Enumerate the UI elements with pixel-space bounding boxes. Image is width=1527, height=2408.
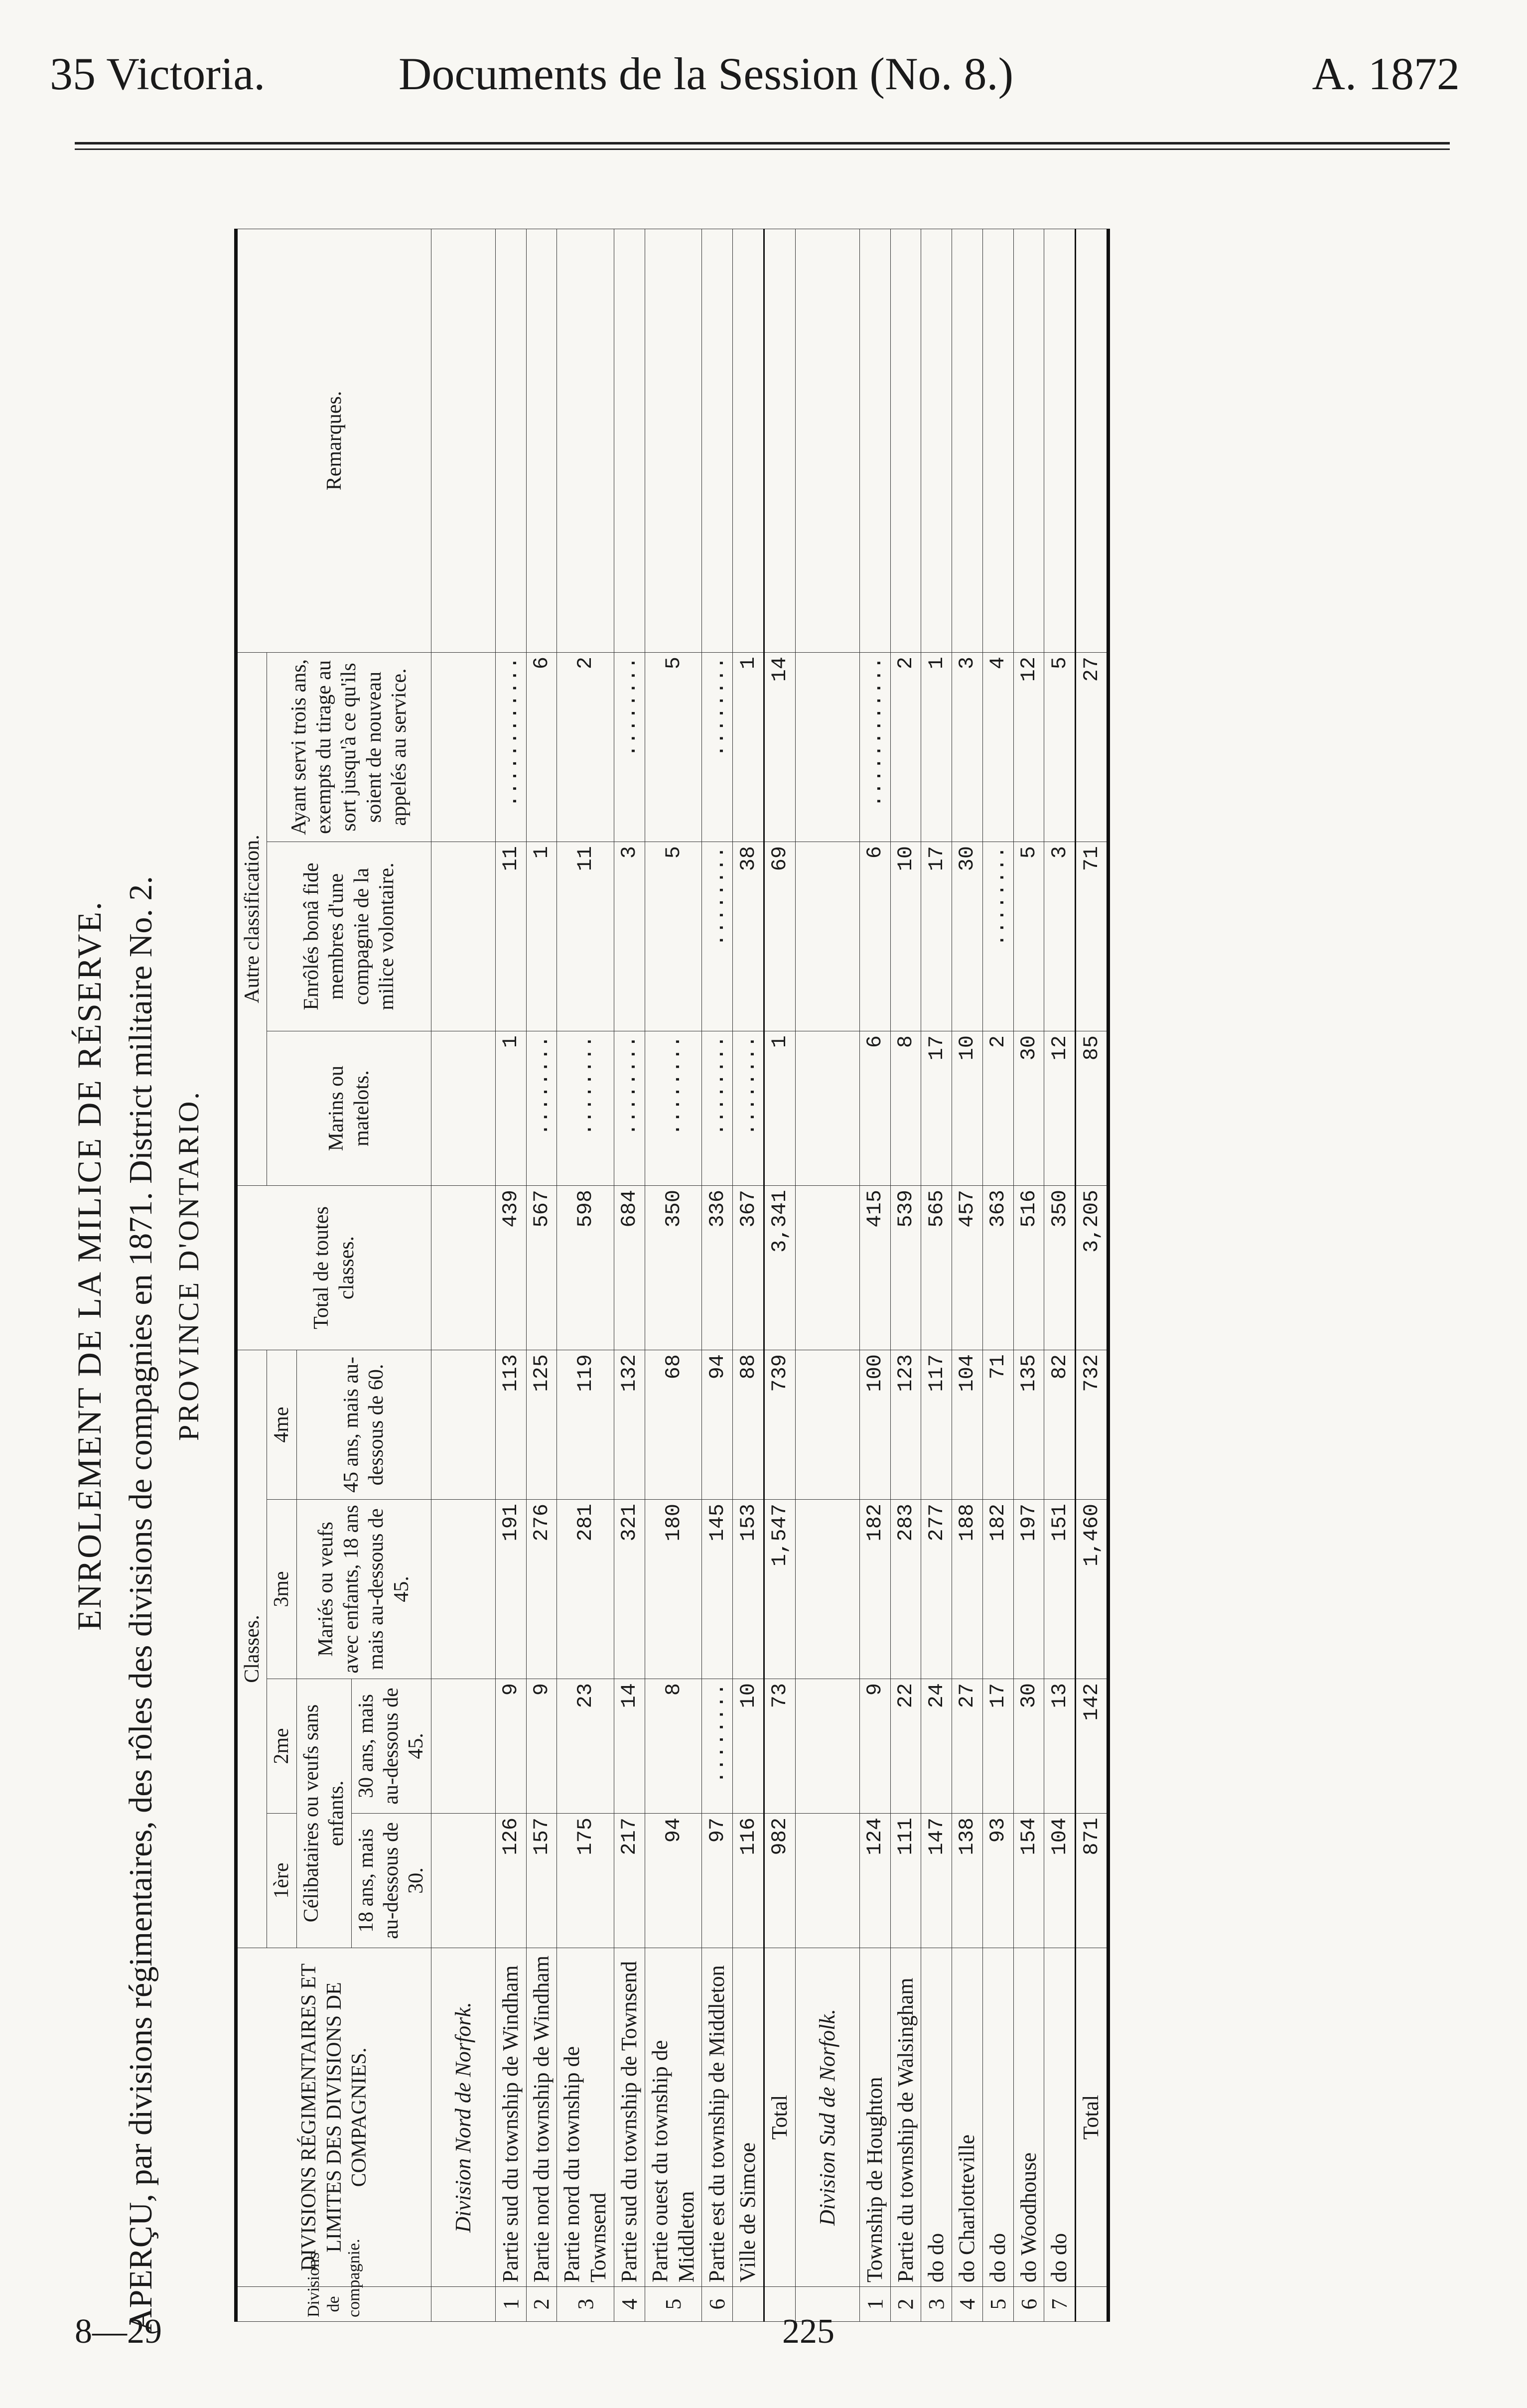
cell-c2: 17 (982, 1679, 1013, 1814)
cell-marins: 2 (982, 1031, 1013, 1186)
section-header-row (795, 229, 859, 2322)
col-header-c2: 2me (267, 1679, 296, 1814)
cell-remarques (890, 229, 921, 653)
rotated-content (70, 199, 1425, 2332)
cell-ayant: 5 (645, 653, 702, 842)
cell-c4: 94 (702, 1350, 733, 1500)
cell-total: 565 (921, 1186, 952, 1350)
empty-cell (431, 2287, 495, 2322)
table-row (614, 229, 645, 2322)
row-label: Partie est du township de Middleton (702, 1948, 733, 2287)
row-label: Partie sud du township de Windham (495, 1948, 526, 2287)
empty-cell (795, 1031, 859, 1186)
header-year: A. 1872 (1312, 48, 1460, 99)
cell-total: 3,341 (764, 1186, 795, 1350)
cell-total: 598 (557, 1186, 614, 1350)
col-header-division: DIVISIONS RÉGIMENTAIRES ET LIMITES DES DIVISIONS DE COMPAGNIES. (236, 1948, 431, 2287)
row-label: Partie nord du township de Windham (526, 1948, 557, 2287)
table-row (1013, 229, 1044, 2322)
cell-total: 415 (859, 1186, 890, 1350)
cell-remarques (702, 229, 733, 653)
cell-enroles: ........ (982, 842, 1013, 1031)
cell-c3: 277 (921, 1500, 952, 1679)
cell-enroles: 5 (1013, 842, 1044, 1031)
cell-c2: 142 (1076, 1679, 1109, 1814)
table-row (557, 229, 614, 2322)
cell-c3: 188 (952, 1500, 983, 1679)
empty-cell (431, 1500, 495, 1679)
cell-total: 439 (495, 1186, 526, 1350)
empty-cell (431, 1814, 495, 1948)
row-index: 4 (614, 2287, 645, 2322)
cell-c1: 154 (1013, 1814, 1044, 1948)
cell-ayant: 2 (890, 653, 921, 842)
cell-enroles: 1 (526, 842, 557, 1031)
total-row (764, 229, 795, 2322)
cell-ayant: 6 (526, 653, 557, 842)
cell-ayant: 12 (1013, 653, 1044, 842)
cell-total: 684 (614, 1186, 645, 1350)
row-index: 7 (1044, 2287, 1076, 2322)
total-label: Total (1076, 1948, 1109, 2287)
row-index: 5 (982, 2287, 1013, 2322)
table-row (526, 229, 557, 2322)
col-header-marins: Marins ou matelots. (267, 1031, 431, 1186)
cell-total: 539 (890, 1186, 921, 1350)
row-index: 3 (921, 2287, 952, 2322)
cell-c2: 13 (1044, 1679, 1076, 1814)
row-index: 5 (645, 2287, 702, 2322)
empty-cell (431, 1031, 495, 1186)
cell-c4: 732 (1076, 1350, 1109, 1500)
cell-marins: 10 (952, 1031, 983, 1186)
main-title: ENROLEMENT DE LA MILICE DE RÉSERVE. (70, 900, 108, 1631)
row-index: 2 (890, 2287, 921, 2322)
row-label: do Woodhouse (1013, 1948, 1044, 2287)
cell-c1: 138 (952, 1814, 983, 1948)
cell-remarques (614, 229, 645, 653)
col-header-classes: Classes. (236, 1350, 267, 1948)
empty-cell (795, 1350, 859, 1500)
subtitle: APERÇU, par divisions régimentaires, des rôles des divisions de compagnies en 1871. District militaire No. 2. (123, 876, 159, 2332)
cell-c3: 321 (614, 1500, 645, 1679)
cell-ayant: 2 (557, 653, 614, 842)
cell-c1: 93 (982, 1814, 1013, 1948)
cell-c1: 175 (557, 1814, 614, 1948)
cell-c3: 182 (982, 1500, 1013, 1679)
cell-c4: 125 (526, 1350, 557, 1500)
cell-c4: 113 (495, 1350, 526, 1500)
empty-cell (795, 1186, 859, 1350)
page-header (50, 47, 1460, 112)
col-header-c4-desc: 45 ans, mais au-dessous de 60. (296, 1350, 431, 1500)
cell-total: 367 (733, 1186, 764, 1350)
cell-enroles: 71 (1076, 842, 1109, 1031)
cell-ayant: 1 (921, 653, 952, 842)
cell-c1: 124 (859, 1814, 890, 1948)
cell-total: 3,205 (1076, 1186, 1109, 1350)
cell-c4: 739 (764, 1350, 795, 1500)
row-index: 6 (702, 2287, 733, 2322)
col-header-c3: 3me (267, 1500, 296, 1679)
cell-c1: 116 (733, 1814, 764, 1948)
footer-page-number: 225 (782, 2312, 834, 2351)
cell-c3: 182 (859, 1500, 890, 1679)
cell-c4: 132 (614, 1350, 645, 1500)
section-title: Division Sud de Norfolk. (795, 1948, 859, 2287)
cell-marins: ........ (614, 1031, 645, 1186)
cell-ayant: 1 (733, 653, 764, 842)
cell-c1: 97 (702, 1814, 733, 1948)
col-header-enroles: Enrôlés bonâ fide membres d'une compagnie de la milice volontaire. (267, 842, 431, 1031)
cell-marins: ........ (733, 1031, 764, 1186)
empty-cell (431, 229, 495, 653)
cell-enroles: 3 (614, 842, 645, 1031)
cell-c3: 151 (1044, 1500, 1076, 1679)
cell-c2: 23 (557, 1679, 614, 1814)
cell-c2: 9 (495, 1679, 526, 1814)
cell-c3: 1,547 (764, 1500, 795, 1679)
col-header-ayant: Ayant servi trois ans, exempts du tirage au sort jusqu'à ce qu'ils soient de nouveau appelés au service. (267, 653, 431, 842)
cell-marins: 1 (764, 1031, 795, 1186)
cell-ayant: ........ (702, 653, 733, 842)
table-row (890, 229, 921, 2322)
cell-c4: 82 (1044, 1350, 1076, 1500)
row-index: 1 (859, 2287, 890, 2322)
row-label: Partie nord du township de Townsend (557, 1948, 614, 2287)
cell-enroles: 3 (1044, 842, 1076, 1031)
cell-c1: 217 (614, 1814, 645, 1948)
cell-c4: 135 (1013, 1350, 1044, 1500)
cell-ayant: 4 (982, 653, 1013, 842)
cell-marins: ........ (557, 1031, 614, 1186)
cell-c2: ........ (702, 1679, 733, 1814)
empty-cell (431, 842, 495, 1031)
header-document-title: Documents de la Session (No. 8.) (399, 48, 1014, 99)
row-index (1076, 2287, 1109, 2322)
cell-enroles: 11 (495, 842, 526, 1031)
section-header-row (431, 229, 495, 2322)
cell-c4: 68 (645, 1350, 702, 1500)
empty-cell (431, 1350, 495, 1500)
empty-cell (795, 653, 859, 842)
cell-remarques (921, 229, 952, 653)
cell-enroles: 10 (890, 842, 921, 1031)
cell-enroles: 11 (557, 842, 614, 1031)
table-row (645, 229, 702, 2322)
cell-marins: 6 (859, 1031, 890, 1186)
province-title: PROVINCE D'ONTARIO. (172, 1090, 205, 1441)
total-label: Total (764, 1948, 795, 2287)
header-session-year: 35 Victoria. (50, 48, 266, 99)
cell-remarques (982, 229, 1013, 653)
col-header-c2-age: 30 ans, mais au-dessous de 45. (351, 1679, 431, 1814)
cell-remarques (557, 229, 614, 653)
cell-ayant: ........ (614, 653, 645, 842)
cell-c4: 117 (921, 1350, 952, 1500)
empty-cell (795, 229, 859, 653)
cell-total: 363 (982, 1186, 1013, 1350)
row-index (733, 2287, 764, 2322)
cell-ayant: ............ (859, 653, 890, 842)
cell-c1: 982 (764, 1814, 795, 1948)
cell-total: 350 (645, 1186, 702, 1350)
cell-c2: 73 (764, 1679, 795, 1814)
cell-remarques (1044, 229, 1076, 653)
row-label: do do (921, 1948, 952, 2287)
row-label: do Charlotteville (952, 1948, 983, 2287)
cell-c1: 104 (1044, 1814, 1076, 1948)
cell-c3: 145 (702, 1500, 733, 1679)
table-row (1044, 229, 1076, 2322)
cell-c4: 71 (982, 1350, 1013, 1500)
row-label: do do (982, 1948, 1013, 2287)
cell-c3: 283 (890, 1500, 921, 1679)
cell-c3: 153 (733, 1500, 764, 1679)
cell-remarques (1013, 229, 1044, 653)
cell-c1: 157 (526, 1814, 557, 1948)
cell-remarques (495, 229, 526, 653)
row-label: do do (1044, 1948, 1076, 2287)
empty-cell (431, 653, 495, 842)
table-row (859, 229, 890, 2322)
cell-enroles: 69 (764, 842, 795, 1031)
cell-marins: 12 (1044, 1031, 1076, 1186)
col-header-index: Divisions de compagnie. (236, 2287, 431, 2322)
cell-total: 567 (526, 1186, 557, 1350)
cell-c2: 27 (952, 1679, 983, 1814)
empty-cell (431, 1186, 495, 1350)
cell-c2: 9 (526, 1679, 557, 1814)
cell-remarques (733, 229, 764, 653)
cell-c2: 22 (890, 1679, 921, 1814)
header-rule-thin (75, 148, 1450, 150)
cell-marins: ........ (526, 1031, 557, 1186)
col-header-c12-desc: Célibataires ou veufs sans enfants. (296, 1679, 351, 1948)
cell-c4: 104 (952, 1350, 983, 1500)
col-header-remarques: Remarques. (236, 229, 431, 653)
row-label: Partie du township de Walsingham (890, 1948, 921, 2287)
cell-enroles: 17 (921, 842, 952, 1031)
empty-cell (795, 1500, 859, 1679)
empty-cell (431, 1679, 495, 1814)
table-row (921, 229, 952, 2322)
cell-c3: 281 (557, 1500, 614, 1679)
row-label: Ville de Simcoe (733, 1948, 764, 2287)
table-row (952, 229, 983, 2322)
row-label: Partie sud du township de Townsend (614, 1948, 645, 2287)
cell-total: 457 (952, 1186, 983, 1350)
empty-cell (795, 1814, 859, 1948)
cell-c3: 197 (1013, 1500, 1044, 1679)
cell-c3: 1,460 (1076, 1500, 1109, 1679)
cell-enroles: 6 (859, 842, 890, 1031)
enrolment-table (234, 229, 1110, 2322)
cell-c3: 276 (526, 1500, 557, 1679)
cell-c2: 10 (733, 1679, 764, 1814)
cell-c2: 14 (614, 1679, 645, 1814)
cell-enroles: 30 (952, 842, 983, 1031)
cell-marins: 8 (890, 1031, 921, 1186)
cell-total: 516 (1013, 1186, 1044, 1350)
row-label: Township de Houghton (859, 1948, 890, 2287)
cell-remarques (1076, 229, 1109, 653)
cell-remarques (859, 229, 890, 653)
col-header-c1: 1ère (267, 1814, 296, 1948)
cell-c3: 180 (645, 1500, 702, 1679)
cell-ayant: 3 (952, 653, 983, 842)
cell-c1: 111 (890, 1814, 921, 1948)
cell-c2: 9 (859, 1679, 890, 1814)
cell-c3: 191 (495, 1500, 526, 1679)
cell-ayant: 27 (1076, 653, 1109, 842)
cell-remarques (645, 229, 702, 653)
total-row (1076, 229, 1109, 2322)
cell-ayant: 14 (764, 653, 795, 842)
col-header-c4: 4me (267, 1350, 296, 1500)
table-body (431, 229, 1108, 2322)
col-header-autre: Autre classification. (236, 653, 267, 1186)
table-row (733, 229, 764, 2322)
cell-marins: 85 (1076, 1031, 1109, 1186)
cell-marins: 1 (495, 1031, 526, 1186)
cell-c4: 123 (890, 1350, 921, 1500)
row-index: 2 (526, 2287, 557, 2322)
empty-cell (795, 842, 859, 1031)
cell-c1: 94 (645, 1814, 702, 1948)
cell-ayant: 5 (1044, 653, 1076, 842)
cell-c4: 119 (557, 1350, 614, 1500)
cell-c4: 100 (859, 1350, 890, 1500)
cell-total: 336 (702, 1186, 733, 1350)
cell-marins: ........ (645, 1031, 702, 1186)
cell-marins: 17 (921, 1031, 952, 1186)
cell-remarques (526, 229, 557, 653)
cell-enroles: ........ (702, 842, 733, 1031)
footer-sheet-number: 8—29 (75, 2312, 162, 2351)
cell-c2: 24 (921, 1679, 952, 1814)
cell-enroles: 38 (733, 842, 764, 1031)
cell-c2: 30 (1013, 1679, 1044, 1814)
cell-ayant: ............ (495, 653, 526, 842)
col-header-total: Total de toutes classes. (236, 1186, 431, 1350)
cell-marins: ........ (702, 1031, 733, 1186)
row-index: 6 (1013, 2287, 1044, 2322)
row-index: 1 (495, 2287, 526, 2322)
cell-remarques (764, 229, 795, 653)
table-row (982, 229, 1013, 2322)
col-header-c1-age: 18 ans, mais au-dessous de 30. (351, 1814, 431, 1948)
header-rule (75, 142, 1450, 144)
cell-c1: 147 (921, 1814, 952, 1948)
cell-total: 350 (1044, 1186, 1076, 1350)
cell-c4: 88 (733, 1350, 764, 1500)
section-title: Division Nord de Norfork. (431, 1948, 495, 2287)
table-row (495, 229, 526, 2322)
cell-c2: 8 (645, 1679, 702, 1814)
row-label: Partie ouest du township de Middleton (645, 1948, 702, 2287)
cell-marins: 30 (1013, 1031, 1044, 1186)
cell-c1: 126 (495, 1814, 526, 1948)
cell-c1: 871 (1076, 1814, 1109, 1948)
empty-cell (795, 1679, 859, 1814)
cell-remarques (952, 229, 983, 653)
row-index: 4 (952, 2287, 983, 2322)
cell-enroles: 5 (645, 842, 702, 1031)
row-index: 3 (557, 2287, 614, 2322)
table-row (702, 229, 733, 2322)
col-header-c3-desc: Mariés ou veufs avec enfants, 18 ans mais au-dessous de 45. (296, 1500, 431, 1679)
